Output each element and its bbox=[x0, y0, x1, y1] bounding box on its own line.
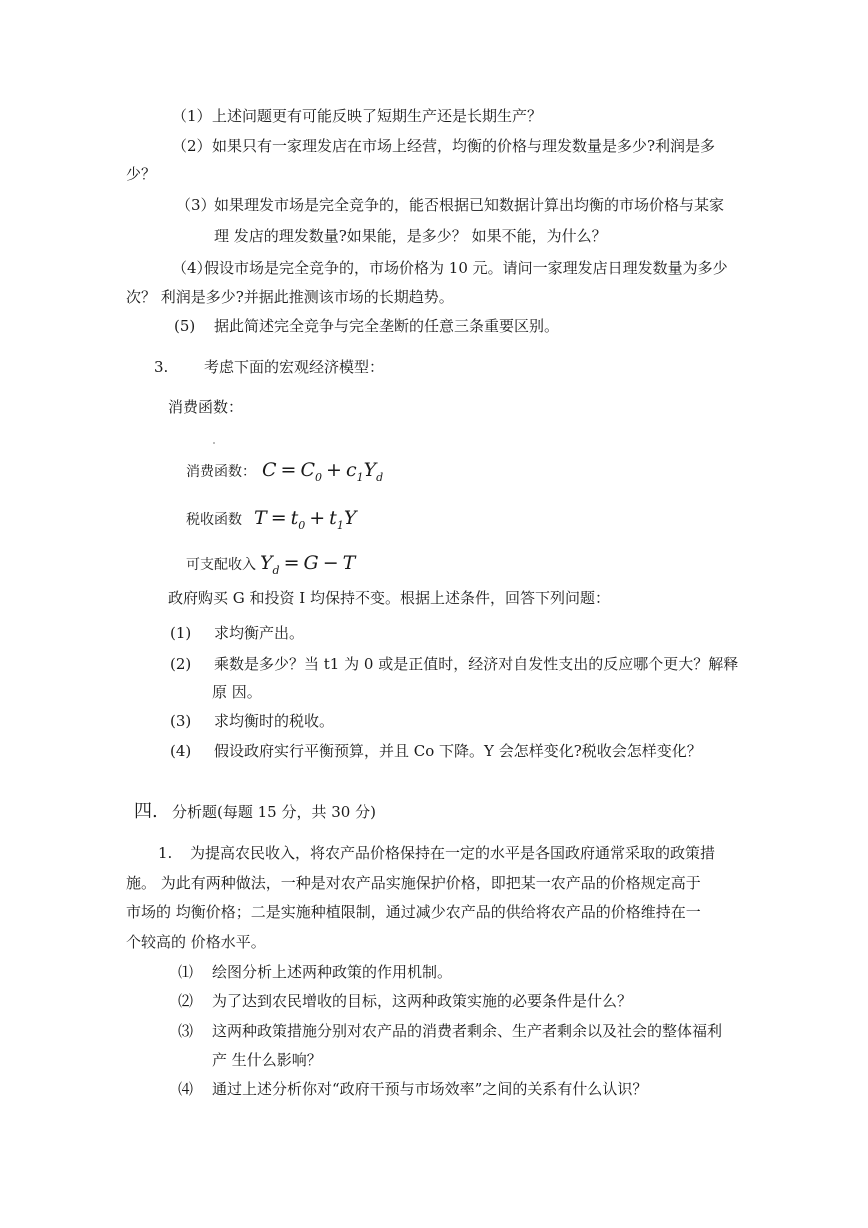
question-2-5 bbox=[174, 316, 559, 336]
question-3-intro: 政府购买 G 和投资 I 均保持不变。根据上述条件，回答下列问题： bbox=[168, 589, 610, 607]
question-2-3 bbox=[176, 195, 724, 215]
item-text: 假设市场是完全竞争的，市场价格为 10 元。请问一家理发店日理发数量为多少 bbox=[204, 259, 728, 277]
section-4-heading bbox=[134, 801, 376, 823]
analysis-item-3 bbox=[178, 1021, 722, 1041]
consumption-label: 消费函数： bbox=[168, 398, 244, 416]
item-text: 绘图分析上述两种政策的作用机制。 bbox=[212, 963, 453, 981]
formula-expression: $Y_d = G - T$ bbox=[260, 552, 356, 577]
item-text: 据此简述完全竞争与完全垄断的任意三条重要区别。 bbox=[214, 317, 560, 335]
item-text: 求均衡产出。 bbox=[214, 624, 305, 642]
item-text: 为提高农民收入，将农产品价格保持在一定的水平是各国政府通常采取的政策措 bbox=[190, 844, 716, 862]
consumption-formula bbox=[186, 458, 383, 490]
analysis-item-3-cont: 产 生什么影响？ bbox=[212, 1051, 322, 1069]
question-2-4-cont: 次？ 利润是多少?并据此推测该市场的长期趋势。 bbox=[126, 288, 454, 306]
analysis-q1-line-1 bbox=[158, 843, 715, 863]
tax-formula bbox=[186, 506, 356, 538]
item-number: ⑵ bbox=[178, 992, 194, 1010]
item-number: （4） bbox=[172, 259, 212, 277]
formula-label: 可支配收入 bbox=[186, 557, 256, 573]
question-2-2 bbox=[172, 136, 715, 156]
analysis-item-2 bbox=[178, 991, 632, 1011]
item-number: （2） bbox=[172, 137, 212, 155]
item-number: 3. bbox=[154, 358, 169, 376]
analysis-q1-line-4: 个较高的 价格水平。 bbox=[126, 933, 266, 951]
item-text: 假设政府实行平衡预算，并且 Co 下降。Y 会怎样变化?税收会怎样变化？ bbox=[214, 742, 702, 760]
formula-label: 税收函数 bbox=[186, 512, 242, 528]
question-3-item-1 bbox=[170, 623, 304, 643]
analysis-item-4 bbox=[178, 1079, 647, 1099]
item-text: 通过上述分析你对“政府干预与市场效率”之间的关系有什么认识？ bbox=[212, 1080, 648, 1098]
item-number: (5) bbox=[174, 317, 196, 335]
item-number: ⑴ bbox=[178, 963, 194, 981]
analysis-q1-line-2: 施。 为此有两种做法，一种是对农产品实施保护价格，即把某一农产品的价格规定高于 bbox=[126, 874, 701, 892]
analysis-item-1 bbox=[178, 962, 452, 982]
item-number: (3) bbox=[170, 712, 192, 730]
item-text: 求均衡时的税收。 bbox=[214, 712, 335, 730]
item-number: （1） bbox=[172, 107, 212, 125]
section-title: 分析题(每题 15 分，共 30 分) bbox=[172, 803, 376, 821]
item-text: 为了达到农民增收的目标，这两种政策实施的必要条件是什么？ bbox=[212, 992, 633, 1010]
question-3-item-2-cont: 原 因。 bbox=[212, 683, 262, 701]
item-text: 这两种政策措施分别对农产品的消费者剩余、生产者剩余以及社会的整体福利 bbox=[212, 1022, 723, 1040]
question-2-4 bbox=[172, 258, 728, 278]
item-number: （3） bbox=[176, 196, 216, 214]
item-number: ⑶ bbox=[178, 1022, 194, 1040]
item-number: (1) bbox=[170, 624, 192, 642]
item-number: 1. bbox=[158, 844, 173, 862]
item-text: 乘数是多少？当 t1 为 0 或是正值时，经济对自发性支出的反应哪个更大？解释 bbox=[214, 655, 739, 673]
item-number: (4) bbox=[170, 742, 192, 760]
item-number: ⑷ bbox=[178, 1080, 194, 1098]
item-text: 上述问题更有可能反映了短期生产还是长期生产？ bbox=[212, 107, 543, 125]
disposable-income-formula bbox=[186, 551, 355, 583]
item-text: 如果只有一家理发店在市场上经营，均衡的价格与理发数量是多少?利润是多 bbox=[212, 137, 716, 155]
question-2-2-cont: 少？ bbox=[126, 165, 157, 183]
question-3-title bbox=[154, 357, 384, 377]
item-text: 考虑下面的宏观经济模型： bbox=[204, 358, 385, 376]
item-number: (2) bbox=[170, 655, 192, 673]
question-2-1 bbox=[172, 106, 542, 126]
question-3-item-2 bbox=[170, 654, 738, 674]
item-text: 如果理发市场是完全竞争的，能否根据已知数据计算出均衡的市场价格与某家 bbox=[214, 196, 725, 214]
question-2-3-cont: 理 发店的理发数量?如果能，是多少？ 如果不能，为什么？ bbox=[214, 227, 607, 245]
question-3-item-4 bbox=[170, 741, 702, 761]
formula-label: 消费函数： bbox=[186, 464, 256, 480]
formula-expression: $C = C_0 + c_1Y_d$ bbox=[262, 459, 384, 484]
analysis-q1-line-3: 市场的 均衡价格；二是实施种植限制，通过减少农产品的供给将农产品的价格维持在一 bbox=[126, 903, 701, 921]
formula-expression: $T = t_0 + t_1Y$ bbox=[254, 507, 357, 532]
question-3-item-3 bbox=[170, 711, 334, 731]
section-number: 四. bbox=[134, 801, 158, 822]
stray-mark bbox=[213, 442, 215, 444]
